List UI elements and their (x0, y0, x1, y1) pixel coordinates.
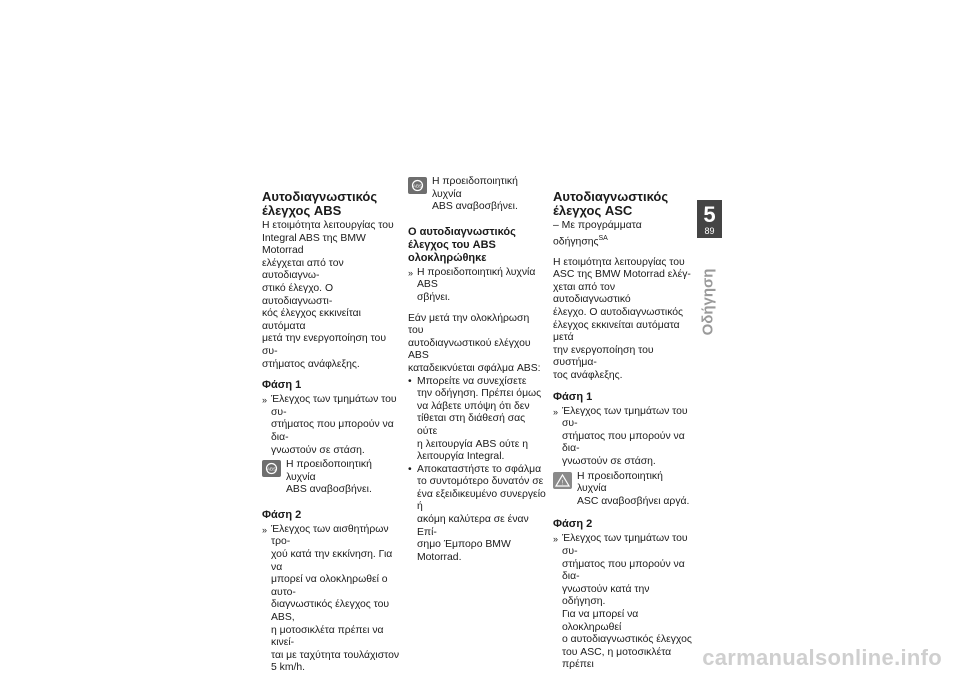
chapter-marker (697, 200, 722, 238)
column-abs-completion (408, 176, 546, 564)
asc-phase1-heading: Φάση 1 (553, 390, 593, 403)
arrow-icon: » (262, 524, 268, 535)
bullet-icon: • (408, 375, 412, 387)
svg-text:ABS: ABS (266, 466, 277, 472)
chapter-title-vertical: Οδήγηση (699, 268, 717, 336)
abs-complete-step: » Η προειδοποιητική λυχνία ABS σβήνει. (408, 266, 536, 303)
chapter-number: 5 (703, 202, 716, 227)
arrow-icon: » (553, 534, 559, 545)
column-abs-self-diagnosis (262, 190, 404, 675)
abs-phase2-heading: Φάση 2 (262, 508, 302, 521)
page-number: 89 (704, 226, 715, 236)
abs-fault-bullet-1: • Μπορείτε να συνεχίσετε την οδήγηση. Πρέπει όμως να λάβετε υπόψη ότι δεν τίθεται στη διάθεσή σας ούτε η λειτουργία ABS ούτε η λειτουργία Integral. (408, 375, 542, 463)
abs-fault-intro: Εάν μετά την ολοκλήρωση του αυτοδιαγνωστικού ελέγχου ABS καταδεικνύεται σφάλμα ABS: (408, 312, 541, 374)
arrow-icon: » (553, 406, 559, 417)
svg-text:ABS: ABS (412, 183, 423, 189)
abs-phase1-warning: ABS Η προειδοποιητική λυχνία ABS αναβοσβήνει. (262, 459, 404, 497)
arrow-icon: » (262, 395, 268, 406)
abs-warning-lamp-icon (408, 177, 427, 194)
abs-phase2-step: » Έλεγχος των αισθητήρων τρο- χού κατά την εκκίνηση. Για να μπορεί να ολοκληρωθεί ο αυτο- διαγνωστικός έλεγχος του ABS, η μοτοσικλέτα πρέπει να κινεί- ται με ταχύτητα τουλάχιστον 5 km/h. (262, 523, 400, 674)
abs-complete-heading: Ο αυτοδιαγνωστικός έλεγχος του ABS ολοκληρώθηκε (408, 225, 516, 264)
asc-phase2-step: » Έλεγχος των τμημάτων του συ- στήματος που μπορούν να δια- γνωστούν κατά την οδήγηση. Για να μπορεί να ολοκληρωθεί ο αυτοδιαγνωστικός έλεγχος του ASC, η μοτοσικλέτα πρέπει (553, 533, 692, 671)
svg-text:!: ! (561, 480, 564, 487)
asc-phase1-step: » Έλεγχος των τμημάτων του συ- στήματος που μπορούν να δια- γνωστούν σε στάση. (553, 405, 688, 467)
section-title-asc: Αυτοδιαγνωστικός έλεγχος ASC (553, 189, 669, 218)
abs-phase1-heading: Φάση 1 (262, 379, 302, 392)
section-title-abs: Αυτοδιαγνωστικός έλεγχος ABS (262, 189, 378, 218)
column-asc-self-diagnosis (553, 190, 695, 672)
asc-warning-lamp-icon (553, 472, 572, 489)
bullet-icon: • (408, 463, 412, 475)
asc-subtitle: – Με προγράμματα οδήγησης$^{SA}$ (553, 220, 642, 248)
abs-intro: Η ετοιμότητα λειτουργίας του Integral ABS της BMW Motorrad ελέγχεται από τον αυτοδιαγνω- στικό έλεγχο. Ο αυτοδιαγνωστι- κός έλεγχος εκκινείται αυτόματα μετά την ενεργοποίηση του συ- στήματος ανάφλεξης. (262, 220, 394, 370)
asc-phase1-warning: ! Η προειδοποιητική λυχνία ASC αναβοσβήνει αργά. (553, 471, 695, 509)
abs-phase1-step: » Έλεγχος των τμημάτων του συ- στήματος που μπορούν να δια- γνωστούν σε στάση. (262, 394, 397, 456)
asc-phase2-heading: Φάση 2 (553, 518, 593, 531)
asc-intro: Η ετοιμότητα λειτουργίας του ASC της BMW Motorrad ελέγ- χεται από τον αυτοδιαγνωστικό έλεγχο. Ο αυτοδιαγνωστικός έλεγχος εκκινείται αυτόματα μετά την ενεργοποίηση του συστήμα- τος ανάφλεξης. (553, 256, 691, 381)
abs-phase2-warning: ABS Η προειδοποιητική λυχνία ABS αναβοσβήνει. (408, 176, 546, 214)
abs-warning-lamp-icon (262, 460, 281, 477)
arrow-icon: » (408, 267, 414, 278)
abs-fault-bullet-2: • Αποκαταστήστε το σφάλμα το συντομότερο δυνατόν σε ένα εξειδικευμένο συνεργείο ή ακόμη καλύτερα σε έναν Επί- σημο Έμπορο BMW Motorrad. (408, 463, 546, 563)
watermark: carmanualsonline.info (702, 645, 942, 670)
